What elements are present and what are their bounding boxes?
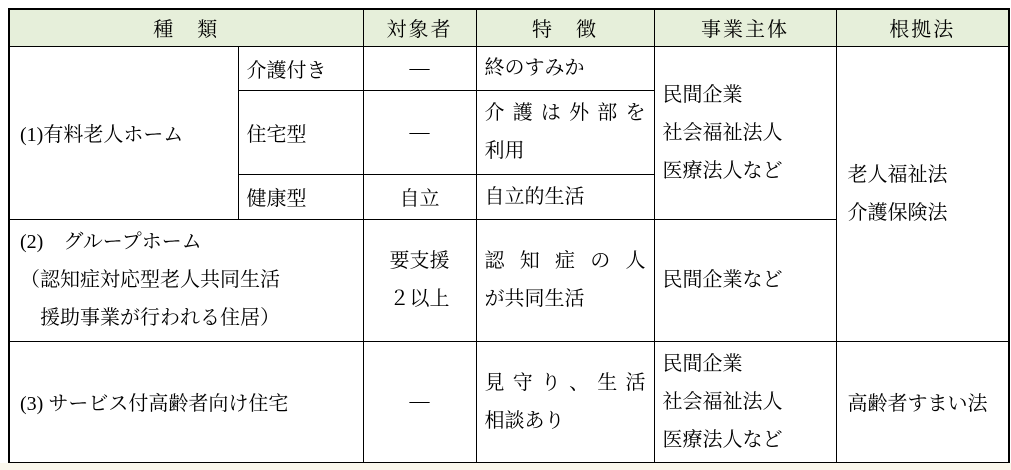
cell-subtype-residential-label: 住宅型 (238, 90, 363, 174)
cell-group-home-name: (2) グループホーム （認知症対応型老人共同生活 援助事業が行われる住居） (9, 219, 363, 341)
header-cell-features: 特 徴 (476, 9, 654, 46)
cell-subtype-residential-target: ― (363, 90, 476, 174)
row-serviced-housing (9, 341, 1009, 463)
header-cell-operator: 事業主体 (654, 9, 836, 46)
cell-subtype-care-target: ― (363, 46, 476, 90)
cell-paid-home-name: (1)有料老人ホーム (9, 46, 238, 219)
cell-subtype-healthy-target: 自立 (363, 174, 476, 219)
cell-subtype-care-label: 介護付き (238, 46, 363, 90)
cell-law-elderly-housing: 高齢者すまい法 (836, 341, 1009, 463)
header-cell-target: 対象者 (363, 9, 476, 46)
cell-law-welfare-insurance: 老人福祉法 介護保険法 (836, 46, 1009, 341)
footer-strip (0, 463, 1011, 470)
cell-subtype-residential-features: 介護は外部を 利用 (476, 90, 654, 174)
cell-serviced-housing-features: 見守り、生活 相談あり (476, 341, 654, 463)
header-cell-law: 根拠法 (836, 9, 1009, 46)
header-cell-type: 種 類 (9, 9, 363, 46)
cell-subtype-healthy-features: 自立的生活 (476, 174, 654, 219)
cell-serviced-housing-name: (3) サービス付高齢者向け住宅 (9, 341, 363, 463)
cell-group-home-operator: 民間企業など (654, 219, 836, 341)
cell-group-home-target: 要支援 ２以上 (363, 219, 476, 341)
cell-paid-home-operator: 民間企業 社会福祉法人 医療法人など (654, 46, 836, 219)
cell-subtype-care-features: 終のすみか (476, 46, 654, 90)
cell-serviced-housing-target: ― (363, 341, 476, 463)
elderly-housing-table (8, 8, 1010, 464)
cell-group-home-features: 認知症の人 が共同生活 (476, 219, 654, 341)
cell-subtype-healthy-label: 健康型 (238, 174, 363, 219)
cell-serviced-housing-operator: 民間企業 社会福祉法人 医療法人など (654, 341, 836, 463)
header-row (9, 9, 1009, 46)
row-paid-home-care (9, 46, 1009, 90)
